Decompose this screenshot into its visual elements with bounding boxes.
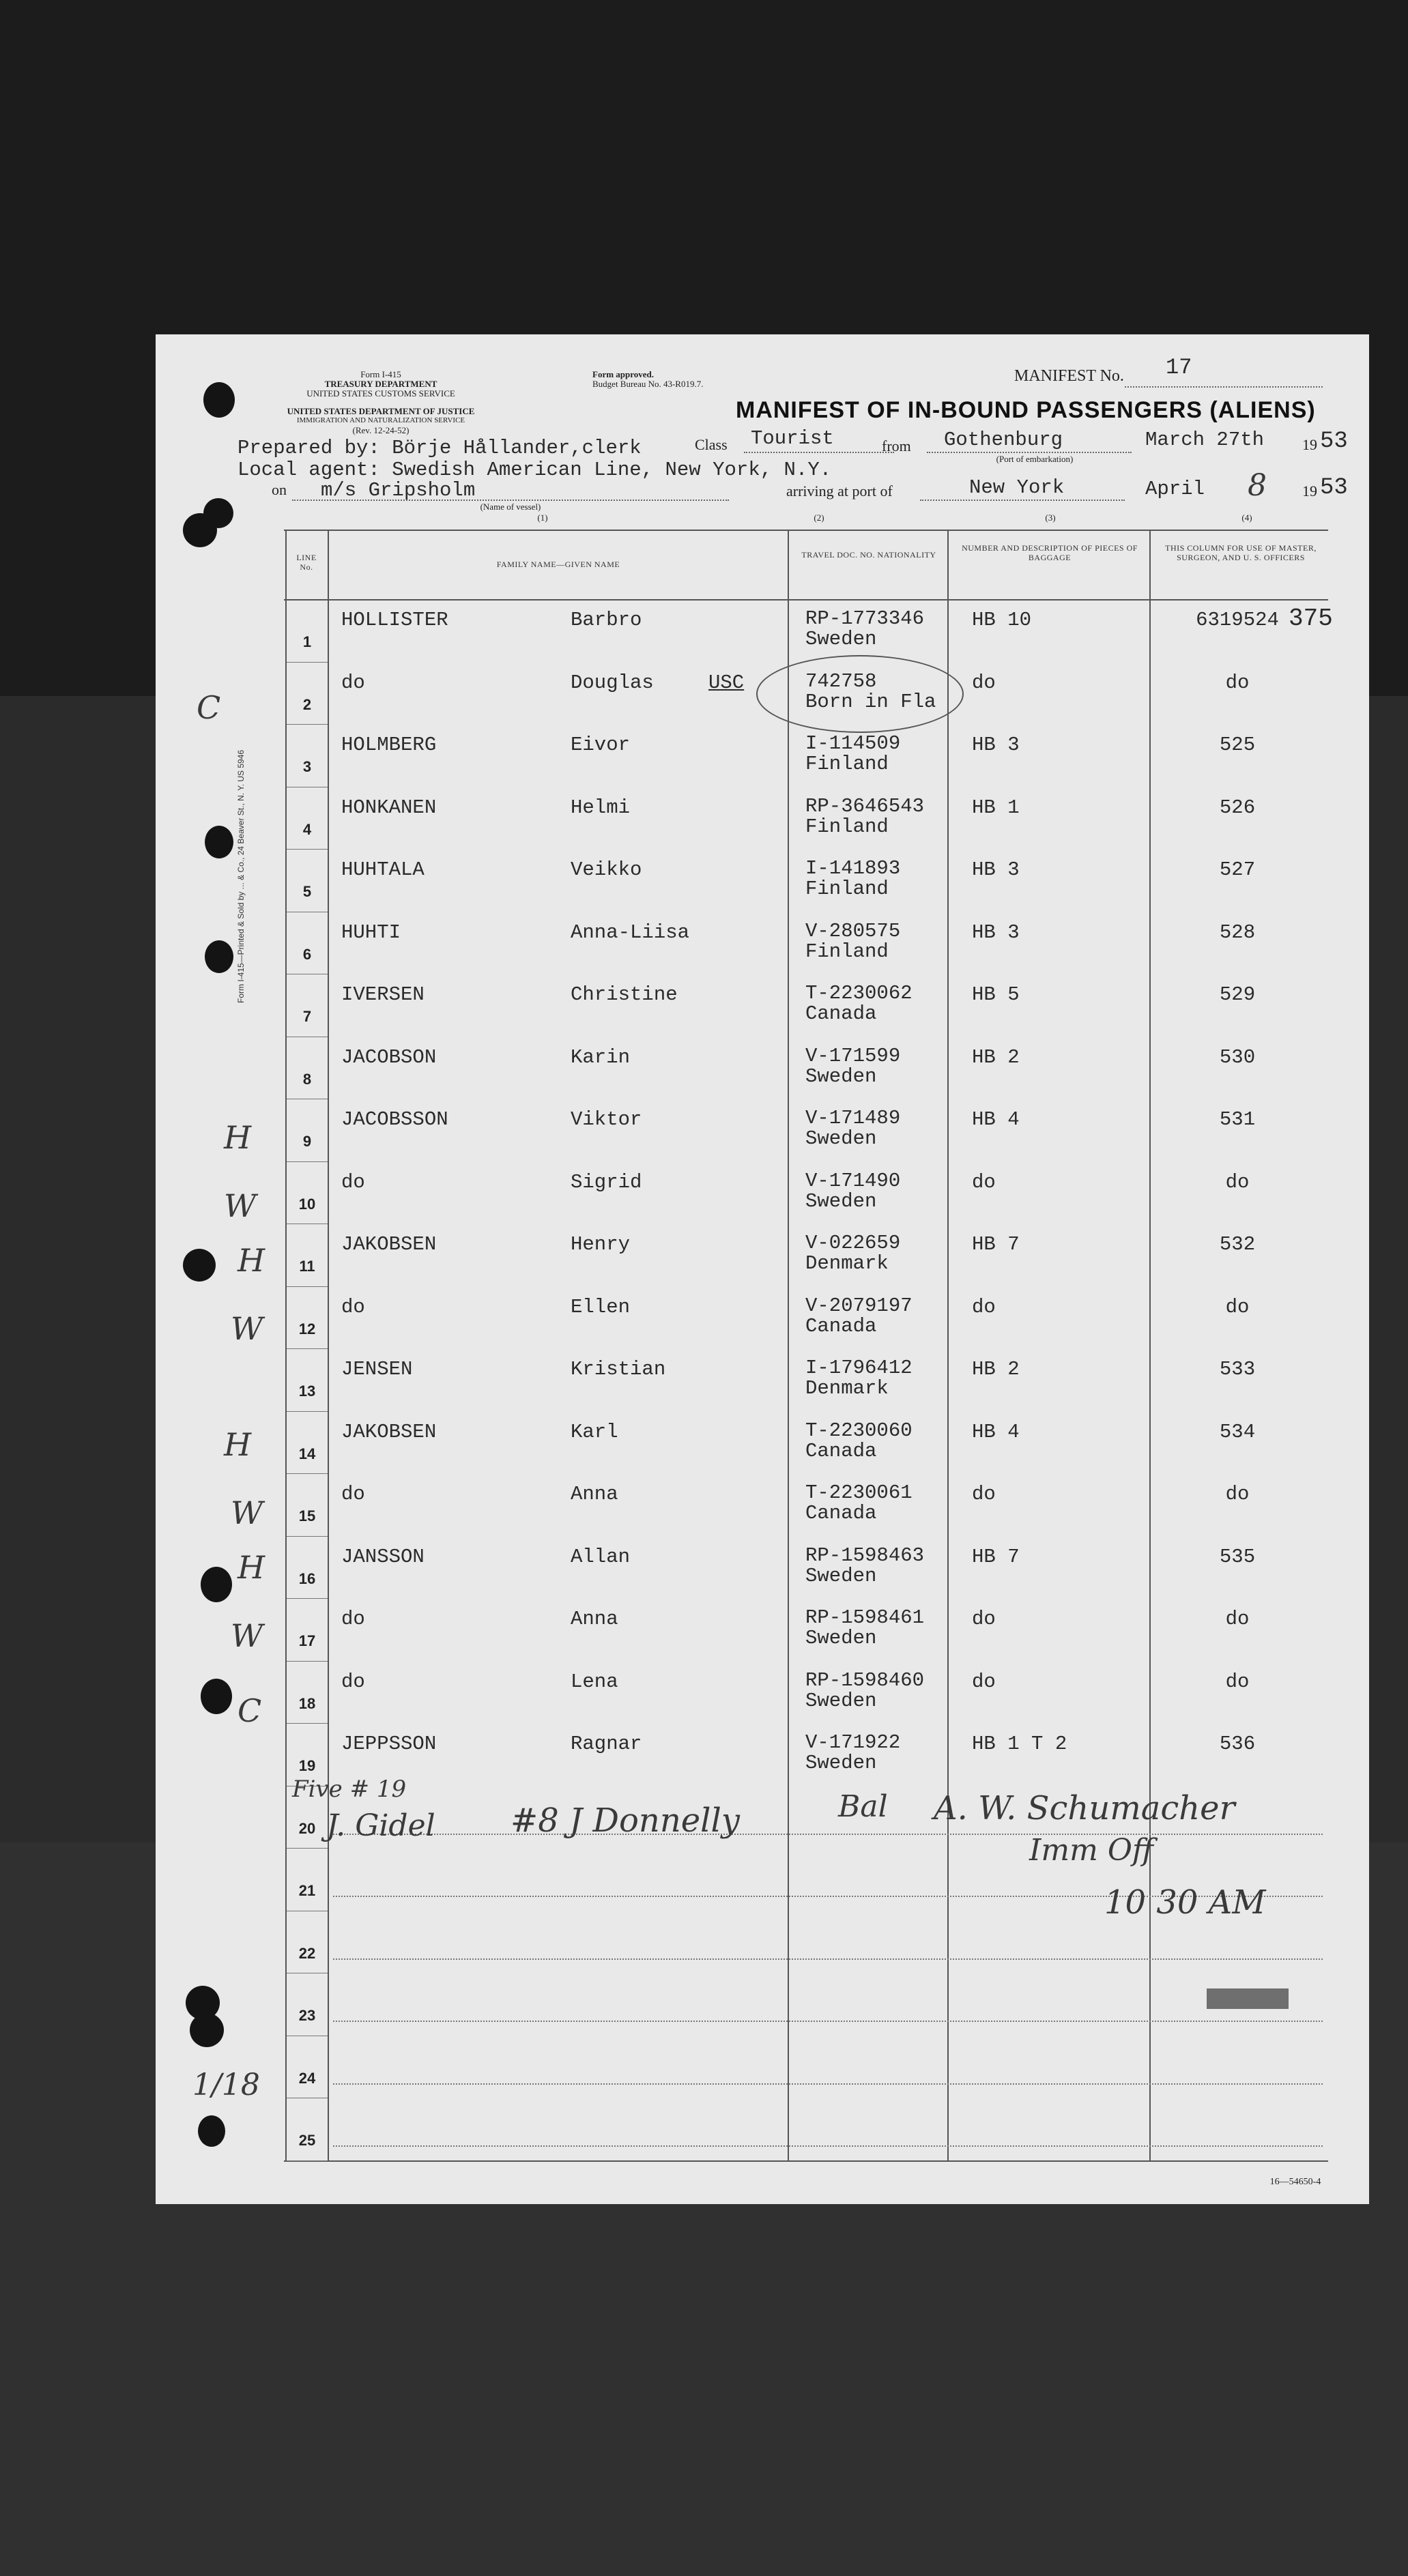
row-number: 22: [298, 1944, 316, 1962]
family-name: do: [341, 1670, 365, 1693]
margin-mark: H: [238, 1242, 265, 1279]
officer-entry: 526: [1219, 796, 1256, 819]
row-number: 11: [299, 1258, 315, 1275]
class-value: Tourist: [751, 427, 834, 450]
baggage: HB 10: [972, 609, 1032, 631]
punch-hole: [205, 940, 233, 973]
officer-entry: do: [1225, 671, 1250, 694]
nationality: Sweden: [805, 1752, 877, 1774]
family-name: HUHTALA: [341, 858, 425, 881]
nationality: Sweden: [805, 1189, 877, 1213]
from-label: from: [882, 437, 911, 454]
row-number: 4: [302, 820, 312, 838]
family-name: do: [341, 1170, 365, 1193]
officer-entry: do: [1225, 1483, 1250, 1505]
dotted-row-line: [333, 1958, 1323, 1960]
travel-doc-number: RP-3646543: [805, 794, 925, 817]
table-bottom-border: [284, 2160, 1328, 2162]
handwritten-note: Five # 19: [292, 1776, 407, 1803]
margin-mark: H: [224, 1426, 252, 1463]
family-name: HUHTI: [341, 921, 401, 944]
officer-entry: 527: [1219, 858, 1256, 881]
margin-mark: W: [224, 1187, 257, 1224]
punch-hole: [201, 1567, 232, 1602]
header-officers: THIS COLUMN FOR USE OF MASTER, SURGEON, AND U. S. OFFICERS: [1165, 543, 1317, 563]
given-name: Kristian: [571, 1358, 666, 1380]
travel-doc-number: V-171599: [805, 1044, 901, 1067]
given-name: Ragnar: [571, 1733, 642, 1755]
scribble-mark: [1207, 1988, 1289, 2009]
manifest-title: MANIFEST OF IN-BOUND PASSENGERS (ALIENS): [736, 397, 1316, 423]
baggage: HB 4: [972, 1108, 1020, 1131]
baggage: HB 3: [972, 734, 1020, 756]
row-divider: [287, 724, 328, 725]
baggage: HB 1 T 2: [972, 1733, 1067, 1755]
row-divider: [287, 1536, 328, 1537]
baggage: do: [972, 1483, 996, 1505]
margin-mark: W: [231, 1494, 263, 1531]
side-caption: Form I-415—Printed & Sold by ... & Co., 24 Beaver St., N. Y. US 5946: [236, 749, 246, 1003]
handwritten-note: Imm Off: [1029, 1833, 1154, 1868]
nationality: Sweden: [805, 1127, 877, 1150]
given-name: Viktor: [571, 1108, 642, 1131]
row-divider: [287, 2160, 328, 2161]
family-name: do: [341, 1608, 365, 1630]
nationality: Denmark: [805, 1252, 889, 1275]
row-number: 18: [298, 1694, 316, 1712]
given-name: Anna: [571, 1483, 618, 1505]
given-name: Henry: [571, 1233, 631, 1256]
column-divider: [788, 530, 789, 2162]
dotted-line: [292, 500, 729, 501]
dotted-line: [744, 452, 894, 453]
family-name: do: [341, 1295, 365, 1318]
travel-doc-number: V-022659: [805, 1232, 901, 1254]
baggage: HB 4: [972, 1420, 1020, 1443]
local-agent: Local agent: Swedish American Line, New York, N.Y.: [238, 459, 832, 481]
row-number: 14: [298, 1445, 316, 1462]
nationality: Sweden: [805, 628, 877, 650]
row-divider: [287, 1723, 328, 1724]
nationality: Canada: [805, 1314, 877, 1337]
handwritten-signature: A. W. Schumacher: [934, 1789, 1235, 1827]
row-number: 17: [298, 1632, 316, 1649]
officer-entry: 530: [1219, 1045, 1256, 1069]
travel-doc-number: I-114509: [805, 732, 901, 755]
travel-doc-number: V-171489: [805, 1107, 901, 1129]
given-name: Christine: [571, 983, 678, 1006]
header-baggage: NUMBER AND DESCRIPTION OF PIECES OF BAGGAGE: [962, 543, 1138, 563]
nationality: Finland: [805, 940, 889, 963]
travel-doc-number: V-2079197: [805, 1294, 913, 1317]
travel-doc-number: RP-1598460: [805, 1668, 925, 1692]
manifest-sheet: [156, 334, 1369, 2204]
punch-hole: [203, 382, 235, 418]
dotted-line: [1125, 386, 1323, 388]
officer-entry: do: [1225, 1295, 1250, 1318]
departure-date: March 27th: [1145, 429, 1265, 451]
nationality: Born in Fla: [805, 690, 936, 713]
on-label: on: [272, 481, 287, 498]
officer-extra: 375: [1289, 605, 1333, 633]
given-name: Veikko: [571, 858, 642, 881]
row-number: 6: [302, 945, 312, 963]
vessel-name: m/s Gripsholm: [321, 479, 476, 502]
punch-hole: [201, 1679, 232, 1714]
nationality: Finland: [805, 878, 889, 900]
given-name: Anna: [571, 1608, 618, 1630]
officer-entry: 535: [1219, 1545, 1256, 1568]
arrival-month: April: [1145, 478, 1205, 500]
punch-hole: [190, 2013, 224, 2047]
footer-code: 16—54650-4: [1269, 2177, 1321, 2187]
given-name: Helmi: [571, 796, 631, 819]
doc-oval-mark: [756, 655, 964, 733]
margin-mark: C: [238, 1692, 262, 1729]
officer-entry: do: [1225, 1608, 1250, 1630]
travel-doc-number: RP-1598461: [805, 1606, 925, 1629]
officer-entry: 533: [1219, 1358, 1256, 1380]
year-prefix: 19: [1302, 482, 1317, 500]
header-travel-doc: TRAVEL DOC. NO. NATIONALITY: [801, 550, 936, 560]
given-name: Eivor: [571, 734, 631, 756]
row-number: 8: [302, 1070, 312, 1088]
row-divider: [287, 1661, 328, 1662]
row-divider: [287, 1286, 328, 1287]
row-divider: [287, 1411, 328, 1412]
row-number: 12: [298, 1320, 316, 1337]
given-name: Sigrid: [571, 1170, 642, 1193]
family-name: JEPPSSON: [341, 1733, 437, 1755]
baggage: HB 3: [972, 858, 1020, 881]
nationality: Canada: [805, 1439, 877, 1462]
budget-bureau: Budget Bureau No. 43-R019.7.: [592, 379, 704, 389]
row-divider: [287, 662, 328, 663]
punch-hole: [203, 498, 233, 528]
travel-doc-number: I-141893: [805, 857, 901, 880]
given-name: Douglas: [571, 671, 654, 694]
margin-mark: H: [238, 1549, 265, 1586]
department-line: UNITED STATES CUSTOMS SERVICE: [306, 388, 455, 399]
margin-mark: H: [224, 1119, 252, 1156]
row-number: 20: [298, 1819, 316, 1837]
row-number: 21: [298, 1882, 316, 1899]
column-index: (4): [1241, 512, 1252, 523]
year-prefix: 19: [1302, 436, 1317, 453]
handwritten-signature: #8 J Donnelly: [511, 1801, 740, 1840]
travel-doc-number: V-171922: [805, 1731, 901, 1754]
baggage: HB 5: [972, 983, 1020, 1006]
embark-caption: (Port of embarkation): [996, 454, 1074, 464]
travel-doc-number: RP-1598463: [805, 1544, 925, 1567]
row-number: 13: [298, 1383, 316, 1400]
row-number: 16: [298, 1569, 316, 1587]
row-number: 24: [298, 2069, 316, 2087]
travel-doc-number: 742758: [805, 669, 877, 693]
column-divider: [947, 530, 949, 2162]
travel-doc-number: V-280575: [805, 919, 901, 942]
row-number: 25: [298, 2132, 316, 2149]
officer-entry: 531: [1219, 1108, 1256, 1131]
margin-mark: C: [197, 689, 221, 726]
arrival-port: New York: [969, 476, 1065, 499]
dotted-row-line: [333, 2021, 1323, 2022]
header-line-no: LINE No.: [296, 553, 317, 573]
nationality: Denmark: [805, 1377, 889, 1400]
departure-year: 53: [1320, 429, 1348, 454]
row-divider: [287, 1848, 328, 1849]
manifest-number: 17: [1166, 355, 1192, 380]
punch-hole: [205, 826, 233, 858]
revision: (Rev. 12-24-52): [352, 425, 410, 435]
officer-entry: 532: [1219, 1233, 1256, 1256]
punch-hole: [183, 1249, 216, 1282]
officer-entry: 529: [1219, 983, 1256, 1006]
family-name: JACOBSSON: [341, 1108, 448, 1131]
travel-doc-number: RP-1773346: [805, 607, 925, 630]
embark-port: Gothenburg: [944, 429, 1063, 451]
form-number: Form I-415: [360, 369, 401, 379]
citizen-note: USC: [708, 671, 745, 694]
officer-entry: 534: [1219, 1420, 1256, 1443]
baggage: do: [972, 1295, 996, 1318]
baggage: HB 2: [972, 1358, 1020, 1380]
nationality: Canada: [805, 1002, 877, 1025]
table-header-border: [284, 599, 1328, 600]
given-name: Lena: [571, 1670, 618, 1693]
arrival-day: 8: [1248, 468, 1267, 503]
handwritten-time: 10 30 AM: [1104, 1883, 1266, 1922]
table-top-border: [284, 530, 1328, 531]
family-name: HOLMBERG: [341, 734, 437, 756]
nationality: Sweden: [805, 1689, 877, 1712]
department-line: IMMIGRATION AND NATURALIZATION SERVICE: [296, 416, 465, 424]
row-number: 10: [298, 1195, 316, 1213]
row-divider: [287, 1348, 328, 1349]
travel-doc-number: T-2230061: [805, 1481, 913, 1504]
family-name: HONKANEN: [341, 796, 437, 819]
baggage: HB 7: [972, 1233, 1020, 1256]
column-index: (3): [1045, 512, 1056, 523]
manifest-label: MANIFEST No.: [1014, 367, 1124, 385]
dotted-row-line: [333, 1834, 1323, 1835]
given-name: Karin: [571, 1045, 631, 1069]
column-index: (1): [537, 512, 548, 523]
handwritten-page: 1/18: [192, 2068, 260, 2102]
row-divider: [287, 849, 328, 850]
dotted-line: [920, 500, 1125, 501]
row-divider: [287, 1598, 328, 1599]
family-name: do: [341, 671, 365, 694]
nationality: Sweden: [805, 1065, 877, 1088]
family-name: JAKOBSEN: [341, 1233, 437, 1256]
margin-mark: W: [231, 1310, 263, 1347]
baggage: HB 7: [972, 1545, 1020, 1568]
baggage: do: [972, 1670, 996, 1693]
class-label: Class: [695, 436, 728, 453]
column-divider: [328, 530, 329, 2162]
baggage: HB 3: [972, 921, 1020, 944]
handwritten-note: Bal: [838, 1789, 888, 1824]
officer-entry: 525: [1219, 734, 1256, 756]
row-number: 7: [302, 1008, 312, 1025]
baggage: do: [972, 671, 996, 694]
travel-doc-number: I-1796412: [805, 1357, 913, 1379]
given-name: Allan: [571, 1545, 631, 1568]
given-name: Ellen: [571, 1295, 631, 1318]
travel-doc-number: T-2230062: [805, 982, 913, 1004]
travel-doc-number: V-171490: [805, 1169, 901, 1192]
family-name: JACOBSON: [341, 1045, 437, 1069]
row-number: 19: [298, 1757, 316, 1774]
officer-entry: do: [1225, 1170, 1250, 1193]
officer-entry: 528: [1219, 921, 1256, 944]
baggage: do: [972, 1608, 996, 1630]
dotted-row-line: [333, 2083, 1323, 2085]
row-number: 2: [302, 695, 312, 713]
margin-mark: W: [231, 1617, 263, 1654]
nationality: Finland: [805, 815, 889, 838]
row-divider: [287, 1161, 328, 1162]
baggage: do: [972, 1170, 996, 1193]
row-number: 23: [298, 2007, 316, 2024]
officer-entry: 536: [1219, 1733, 1256, 1755]
given-name: Anna-Liisa: [571, 921, 690, 944]
header-name: FAMILY NAME—GIVEN NAME: [496, 560, 620, 569]
column-index: (2): [814, 512, 824, 523]
travel-doc-number: T-2230060: [805, 1419, 913, 1442]
department-line: UNITED STATES DEPARTMENT OF JUSTICE: [287, 406, 475, 416]
dotted-row-line: [333, 2145, 1323, 2147]
form-approved: Form approved.: [592, 369, 655, 379]
baggage: HB 2: [972, 1045, 1020, 1069]
row-number: 15: [298, 1507, 316, 1524]
nationality: Canada: [805, 1502, 877, 1524]
dotted-line: [927, 452, 1132, 453]
family-name: JAKOBSEN: [341, 1420, 437, 1443]
prepared-by: Prepared by: Börje Hållander,clerk: [238, 437, 642, 459]
row-divider: [287, 1473, 328, 1474]
officer-entry: 6319524: [1196, 609, 1279, 631]
family-name: HOLLISTER: [341, 609, 448, 631]
given-name: Karl: [571, 1420, 618, 1443]
handwritten-signature: J. Gidel: [326, 1808, 435, 1843]
family-name: do: [341, 1483, 365, 1505]
row-number: 9: [302, 1133, 312, 1150]
row-number: 1: [302, 633, 312, 650]
nationality: Finland: [805, 753, 889, 775]
punch-hole: [198, 2115, 225, 2147]
row-number: 3: [302, 758, 312, 775]
officer-entry: do: [1225, 1670, 1250, 1693]
row-number: 5: [302, 883, 312, 900]
department-line: TREASURY DEPARTMENT: [324, 379, 437, 389]
nationality: Sweden: [805, 1627, 877, 1649]
nationality: Sweden: [805, 1564, 877, 1587]
baggage: HB 1: [972, 796, 1020, 819]
family-name: IVERSEN: [341, 983, 425, 1006]
arriving-label: arriving at port of: [786, 482, 893, 500]
family-name: JANSSON: [341, 1545, 425, 1568]
vessel-caption: (Name of vessel): [480, 502, 541, 512]
family-name: JENSEN: [341, 1358, 413, 1380]
arrival-year: 53: [1320, 475, 1348, 501]
given-name: Barbro: [571, 609, 642, 631]
